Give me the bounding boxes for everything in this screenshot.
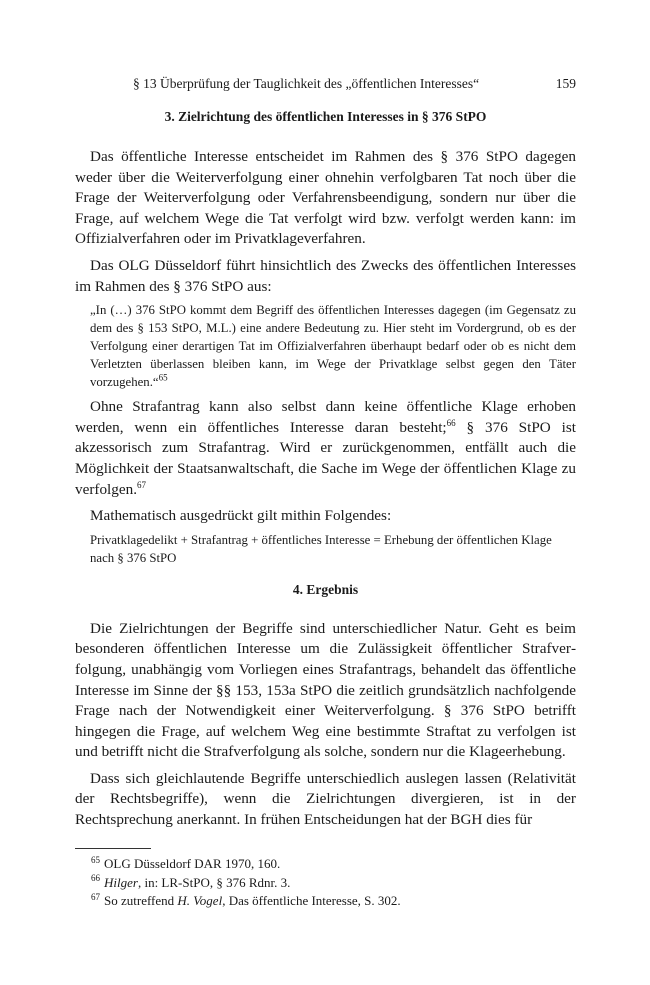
footnote (91, 855, 576, 874)
footnote-prefix: So zutreffend (104, 893, 178, 908)
paragraph: Dass sich gleichlautende Begriffe unterschiedlich auslegen lassen (Relativität der Rechtsbegriffe), wenn die Zielrichtungen divergieren, ist in der Rechtsprechung anerkannt. In frühen Entscheidungen hat der BGH dies für (75, 769, 576, 829)
section-heading-4: 4. Ergebnis (292, 581, 359, 597)
footnote-ref[interactable]: 67 (137, 479, 146, 490)
footnote-number: 66 (91, 873, 100, 884)
paragraph-text: Ohne Strafantrag kann also selbst dann keine öffentliche Klage erhoben werden, wenn ein öffentliches Interesse daran besteht; (75, 398, 576, 436)
main-content (75, 108, 576, 831)
paragraph: Die Zielrichtungen der Begriffe sind unterschiedlicher Natur. Geht es beim besonderen öffentlichen Interesse um die Zulässigkeit öffentlicher Strafverfolgung, unabhängig vom Vorliegen eines Strafantrags, behandelt das öffentliche Interesse im Sinne der §§ 153, 153a StPO die zeitlich grundsätzlich nachfolgende Frage nach der Notwendigkeit einer Weiterverfolgung. § 376 StPO betrifft hingegen die Frage, auf welchem Weg eine bestimmte Straftat zu verfolgen ist und betrifft nicht die Strafverfolgung als solche, sondern nur die Klageerhebung. (75, 619, 576, 761)
paragraph-text: § 376 StPO ist akzessorisch zum Strafantrag. Wird er zurückgenommen, entfällt auch die Möglichkeit der Staatsanwaltschaft, die Sache im Wege der öffentlichen Klage zu verfolgen. (75, 418, 577, 498)
footnote-text: OLG Düsseldorf DAR 1970, 160. (104, 856, 281, 871)
footnote-number: 67 (91, 891, 100, 902)
page-number: 159 (555, 76, 576, 91)
footnote-ref[interactable]: 66 (446, 417, 456, 428)
paragraph: Das OLG Düsseldorf führt hinsichtlich des Zwecks des öffentlichen Interesses im Rahmen des § 376 StPO aus: (75, 256, 576, 295)
footnotes (75, 848, 576, 911)
footnote (91, 892, 576, 911)
paragraph (75, 397, 576, 500)
section-heading-3: 3. Zielrichtung des öffentlichen Interesses in § 376 StPO (164, 109, 487, 124)
paragraph: Das öffentliche Interesse entscheidet im Rahmen des § 376 StPO dagegen weder über die Weiterverfolgung einer ohnehin verfolgbaren Tat noch über die Frage der Weiterverfolgung oder Verfahrensbeendigung, sondern nur über die Frage, auf welchem Wege die Tat verfolgt wird bzw. verfolgt werden kann: im Offizialverfahren oder im Privatklageverfahren. (75, 148, 576, 248)
block-quote (90, 301, 576, 391)
footnote-number: 65 (91, 854, 100, 865)
footnote-author: H. Vogel (177, 893, 223, 908)
paragraph: Mathematisch ausgedrückt gilt mithin Folgendes: (90, 507, 392, 525)
footnote-text: , Das öffentliche Interesse, S. 302. (222, 893, 401, 908)
footnote (91, 874, 576, 893)
running-title: § 13 Überprüfung der Tauglichkeit des „öffentlichen Interesses“ (133, 76, 480, 91)
footnote-text: , in: LR-StPO, § 376 Rdnr. 3. (137, 874, 291, 890)
footnote-divider (75, 848, 151, 849)
footnote-ref[interactable]: 65 (158, 372, 168, 383)
footnote-author: Hilger (104, 874, 138, 890)
quote-text: „In (…) 376 StPO kommt dem Begriff des öffentlichen Interesses dagegen (im Gegensatz zu dem des § 153 StPO, M.L.) eine andere Bedeutung zu. Hier steht im Vordergrund, ob es der Verfolgung einer derartigen Tat im Offizialverfahren überhaupt bedarf oder ob es nicht dem Verletzten überlassen bleiben kann, im Wege der Privatklage selbst gegen den Täter vorzugehen.“ (90, 303, 576, 390)
formula-text: Privatklagedelikt + Strafantrag + öffentliches Interesse = Erhebung der öffentlichen Klage nach § 376 StPO (90, 532, 552, 565)
